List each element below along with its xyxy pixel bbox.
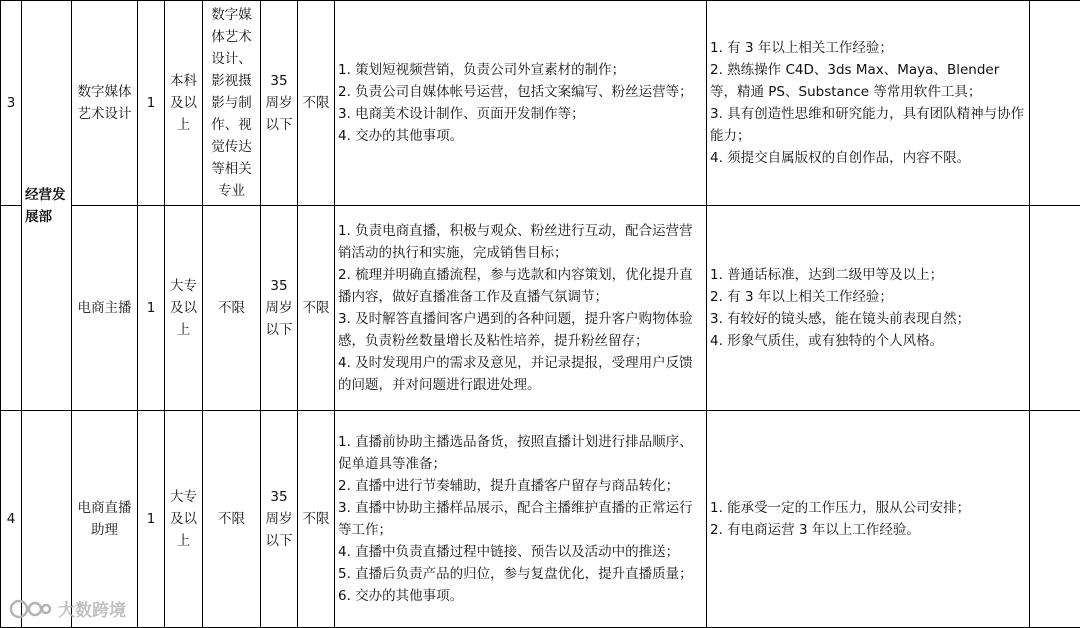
duty-line: 3. 及时解答直播间客户遇到的各种问题，提升客户购物体验感，负责粉丝数量增长及粘性培养，提升粉丝留存； [338, 308, 703, 352]
education: 大专及以上 [165, 206, 203, 411]
department-cell-empty [22, 411, 72, 628]
headcount: 1 [138, 411, 165, 628]
requirement-line: 1. 有 3 年以上相关工作经验； [710, 37, 1026, 59]
gender: 不限 [298, 206, 335, 411]
remarks-cell [1030, 411, 1080, 628]
age-limit: 35周岁以下 [261, 206, 298, 411]
duty-line: 3. 电商美术设计制作、页面开发制作等； [338, 103, 703, 125]
requirement-line: 1. 能承受一定的工作压力，服从公司安排； [710, 497, 1026, 519]
requirements-cell [707, 411, 1030, 628]
requirement-line: 2. 有 3 年以上相关工作经验； [710, 286, 1026, 308]
duty-line: 1. 策划短视频营销，负责公司外宣素材的制作； [338, 59, 703, 81]
requirement-line: 3. 有较好的镜头感，能在镜头前表现自然； [710, 308, 1026, 330]
position-name: 电商直播助理 [72, 411, 138, 628]
duty-line: 3. 直播中协助主播样品展示，配合主播维护直播的正常运行等工作； [338, 497, 703, 541]
duty-line: 1. 负责电商直播，积极与观众、粉丝进行互动，配合运营营销活动的执行和实施，完成销售目标； [338, 220, 703, 264]
duty-line: 6. 交办的其他事项。 [338, 585, 703, 607]
duty-line: 4. 及时发现用户的需求及意见，并记录提报，受理用户反馈的问题，并对问题进行跟进处理。 [338, 352, 703, 396]
requirement-line: 4. 须提交自属版权的自创作品，内容不限。 [710, 147, 1026, 169]
education: 大专及以上 [165, 411, 203, 628]
requirements-cell [707, 1, 1030, 206]
remarks-cell [1030, 206, 1080, 411]
remarks-cell [1030, 1, 1080, 206]
headcount: 1 [138, 1, 165, 206]
gender: 不限 [298, 1, 335, 206]
position-name: 电商主播 [72, 206, 138, 411]
age-limit: 35周岁以下 [261, 1, 298, 206]
requirements-cell [707, 206, 1030, 411]
table-row [1, 1, 1080, 206]
row-number: 4 [1, 411, 22, 628]
requirement-line: 2. 熟练操作 C4D、3ds Max、Maya、Blender 等，精通 PS、Substance 等常用软件工具； [710, 59, 1026, 103]
position-name: 数字媒体艺术设计 [72, 1, 138, 206]
age-limit: 35周岁以下 [261, 411, 298, 628]
major: 数字媒体艺术设计、影视摄影与制作、视觉传达等相关专业 [203, 1, 261, 206]
major: 不限 [203, 206, 261, 411]
headcount: 1 [138, 206, 165, 411]
duty-line: 4. 直播中负责直播过程中链接、预告以及活动中的推送； [338, 541, 703, 563]
requirement-line: 4. 形象气质佳，或有独特的个人风格。 [710, 330, 1026, 352]
requirement-line: 2. 有电商运营 3 年以上工作经验。 [710, 519, 1026, 541]
duties-cell [335, 1, 707, 206]
duties-cell [335, 411, 707, 628]
duty-line: 4. 交办的其他事项。 [338, 125, 703, 147]
table-row [1, 411, 1080, 628]
education: 本科及以上 [165, 1, 203, 206]
duty-line: 1. 直播前协助主播选品备货，按照直播计划进行排品顺序、促单道具等准备； [338, 431, 703, 475]
duties-cell [335, 206, 707, 411]
requirement-line: 1. 普通话标准，达到二级甲等及以上； [710, 264, 1026, 286]
major: 不限 [203, 411, 261, 628]
row-number: 3 [1, 1, 22, 206]
gender: 不限 [298, 411, 335, 628]
watermark-text: 大数跨境 [58, 596, 126, 621]
row-number [1, 206, 22, 411]
requirement-line: 3. 具有创造性思维和研究能力，具有团队精神与协作能力； [710, 103, 1026, 147]
duty-line: 2. 梳理并明确直播流程，参与选款和内容策划，优化提升直播内容，做好直播准备工作及直播气氛调节； [338, 264, 703, 308]
duty-line: 5. 直播后负责产品的归位，参与复盘优化，提升直播质量； [338, 563, 703, 585]
table-row [1, 206, 1080, 411]
duty-line: 2. 直播中进行节奏辅助，提升直播客户留存与商品转化； [338, 475, 703, 497]
duty-line: 2. 负责公司自媒体帐号运营，包括文案编写、粉丝运营等； [338, 81, 703, 103]
department-cell: 经营发展部 [22, 1, 72, 411]
